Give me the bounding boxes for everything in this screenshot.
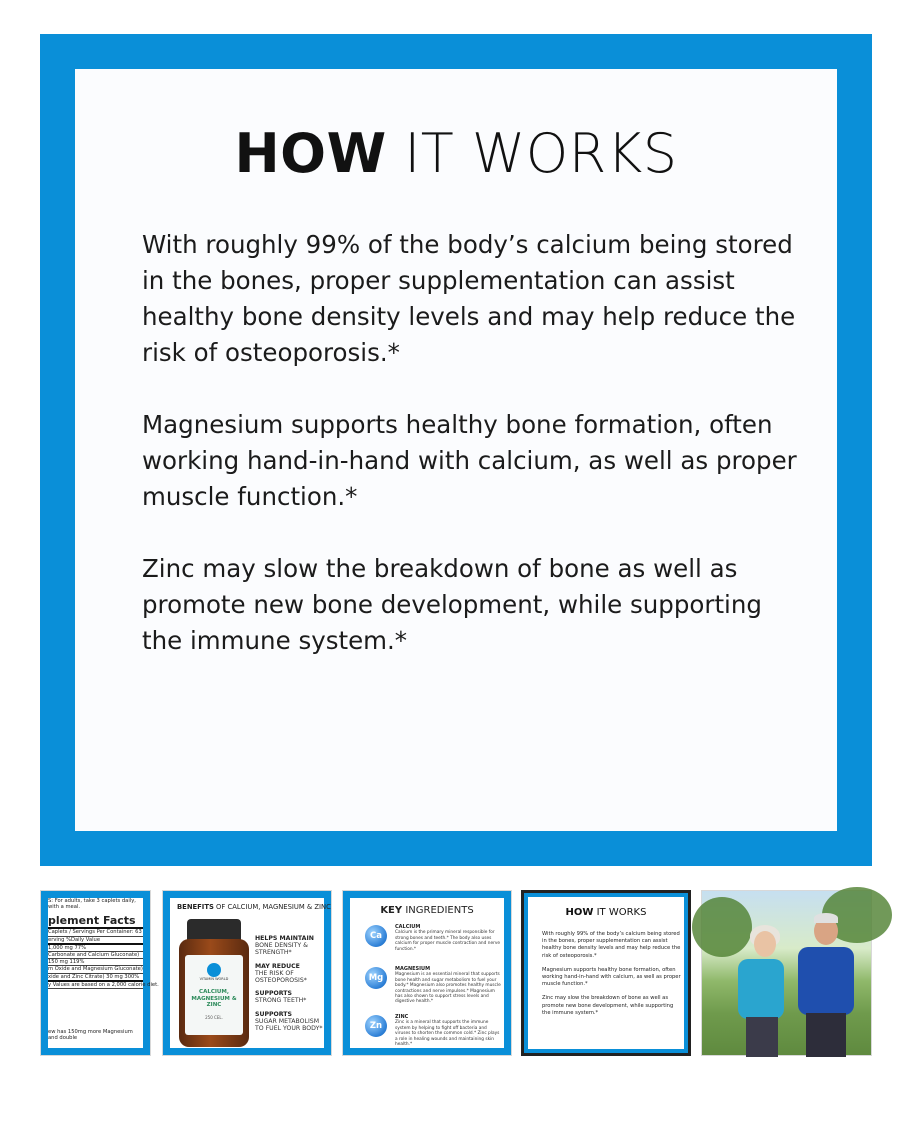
benefits-header-rest: OF CALCIUM, MAGNESIUM & ZINC xyxy=(216,903,331,911)
ingredient-name: MAGNESIUM xyxy=(395,966,431,972)
benefit-item xyxy=(255,990,329,1004)
paragraph-zinc: Zinc may slow the breakdown of bone as well as promote new bone development, while supporting the immune system.* xyxy=(142,554,762,655)
benefit-text: THE RISK OF OSTEOPOROSIS* xyxy=(255,969,307,985)
directions-text: S: For adults, take 3 caplets daily, with a meal. xyxy=(48,898,136,911)
thumbnail-lifestyle-photo[interactable] xyxy=(701,890,872,1056)
main-product-image[interactable] xyxy=(40,34,872,866)
facts-line: m Oxide and Magnesium Gluconate) xyxy=(48,966,143,973)
bottle-count: 250 CEL. xyxy=(205,1014,223,1020)
how-it-works-text xyxy=(542,931,682,1024)
woman-head xyxy=(754,931,776,957)
benefit-item xyxy=(255,1011,329,1033)
ingredient-name: ZINC xyxy=(395,1014,409,1020)
supplement-facts-title: plement Facts xyxy=(48,914,143,929)
thumbnail-key-ingredients[interactable] xyxy=(342,890,512,1056)
facts-line: 150 mg 119% xyxy=(48,959,143,966)
bottle-cap xyxy=(187,919,241,941)
facts-line: xide and Zinc Citrate) 30 mg 300% xyxy=(48,974,143,982)
seniors-jogging-photo xyxy=(702,891,871,1055)
benefit-heading: MAY REDUCE xyxy=(255,962,300,970)
paragraph-magnesium: Magnesium supports healthy bone formation, often working hand-in-hand with calcium, as well as proper muscle function.* xyxy=(142,410,797,511)
ingredients-header-rest: INGREDIENTS xyxy=(405,905,474,916)
supplement-facts-panel xyxy=(48,898,159,1048)
ingredient-description: Calcium is the primary mineral responsible for strong bones and teeth.* The body also uses calcium for proper muscle contraction and nerve function.* xyxy=(395,930,501,952)
title-light: IT WORKS xyxy=(404,122,678,185)
ingredient-name: CALCIUM xyxy=(395,924,421,930)
how-header-bold: HOW xyxy=(565,907,594,918)
paragraph-magnesium: Magnesium supports healthy bone formation, often working hand-in-hand with calcium, as well as proper muscle function.* xyxy=(542,966,681,988)
man-legs xyxy=(806,1013,846,1057)
paragraph-calcium: With roughly 99% of the body’s calcium being stored in the bones, proper supplementation can assist healthy bone density levels and may help reduce the risk of osteoporosis.* xyxy=(542,931,681,959)
brand-logo-icon xyxy=(207,963,221,977)
magnesium-icon: Mg xyxy=(365,967,387,989)
ingredient-text xyxy=(395,1015,501,1047)
benefit-text: STRONG TEETH* xyxy=(255,997,307,1005)
ingredient-description: Magnesium is an essential mineral that supports bone health and sugar metabolism to fuel your body.* Magnesium also promotes healthy muscle contractions and nerve impulses.* Magnesium has also shown to support stress levels and digestive health.* xyxy=(395,972,501,1005)
benefits-list xyxy=(255,935,329,1038)
facts-footer: ew has 150mg more Magnesium and double xyxy=(48,1029,133,1042)
bottle-product-name: CALCIUM, MAGNESIUM & ZINC xyxy=(191,989,237,1008)
ingredient-description: Zinc is a mineral that supports the immune system by helping to fight off bacteria and viruses to shorten the common cold.* Zinc plays a role in healing wounds and maintaining skin health.* xyxy=(395,1020,500,1048)
benefit-item xyxy=(255,935,329,957)
facts-line: Caplets / Servings Per Container: 63 xyxy=(48,929,142,936)
benefits-header-bold: BENEFITS xyxy=(177,903,214,911)
how-it-works-header xyxy=(524,907,688,918)
facts-line: y Values are based on a 2,000 calorie diet. xyxy=(48,981,159,988)
ingredients-header-bold: KEY xyxy=(380,905,403,916)
benefit-heading: SUPPORTS xyxy=(255,1010,292,1018)
woman-legs xyxy=(746,1017,778,1057)
title-bold: HOW xyxy=(234,122,387,185)
benefit-heading: SUPPORTS xyxy=(255,990,292,998)
thumbnail-benefits[interactable] xyxy=(162,890,332,1056)
woman-figure xyxy=(738,959,784,1019)
how-header-rest: IT WORKS xyxy=(596,907,647,918)
benefit-heading: HELPS MAINTAIN xyxy=(255,935,314,942)
bottle-brand: VITAMIN WORLD xyxy=(199,977,229,981)
ingredient-text xyxy=(395,967,501,1005)
thumbnail-strip xyxy=(40,890,872,1058)
man-hair xyxy=(814,913,838,923)
benefit-text: BONE DENSITY & STRENGTH* xyxy=(255,942,308,957)
calcium-icon: Ca xyxy=(365,925,387,947)
ingredient-text xyxy=(395,925,501,952)
thumbnail-supplement-facts[interactable] xyxy=(40,890,159,1056)
how-it-works-card xyxy=(75,69,837,831)
man-figure xyxy=(798,947,854,1015)
benefit-text: SUGAR METABOLISM TO FUEL YOUR BODY* xyxy=(255,1017,323,1033)
facts-line: Carbonate and Calcium Gluconate) xyxy=(48,952,143,959)
page-title xyxy=(75,122,837,185)
bottle-label xyxy=(185,955,243,1035)
facts-line: 1,000 mg 77% xyxy=(48,945,143,952)
description-text xyxy=(142,227,802,695)
product-bottle-image xyxy=(179,919,249,1047)
paragraph-calcium: With roughly 99% of the body’s calcium being stored in the bones, proper supplementation can assist healthy bone density levels and may help reduce the risk of osteoporosis.* xyxy=(142,230,796,367)
paragraph-zinc: Zinc may slow the breakdown of bone as well as promote new bone development, while supporting the immune system.* xyxy=(542,995,674,1016)
benefits-header xyxy=(177,903,331,911)
ingredients-header xyxy=(343,905,511,916)
facts-line: erving %Daily Value xyxy=(48,937,143,945)
zinc-icon: Zn xyxy=(365,1015,387,1037)
tree-shape xyxy=(692,897,752,957)
thumbnail-how-it-works[interactable] xyxy=(521,890,691,1056)
benefit-item xyxy=(255,963,329,985)
